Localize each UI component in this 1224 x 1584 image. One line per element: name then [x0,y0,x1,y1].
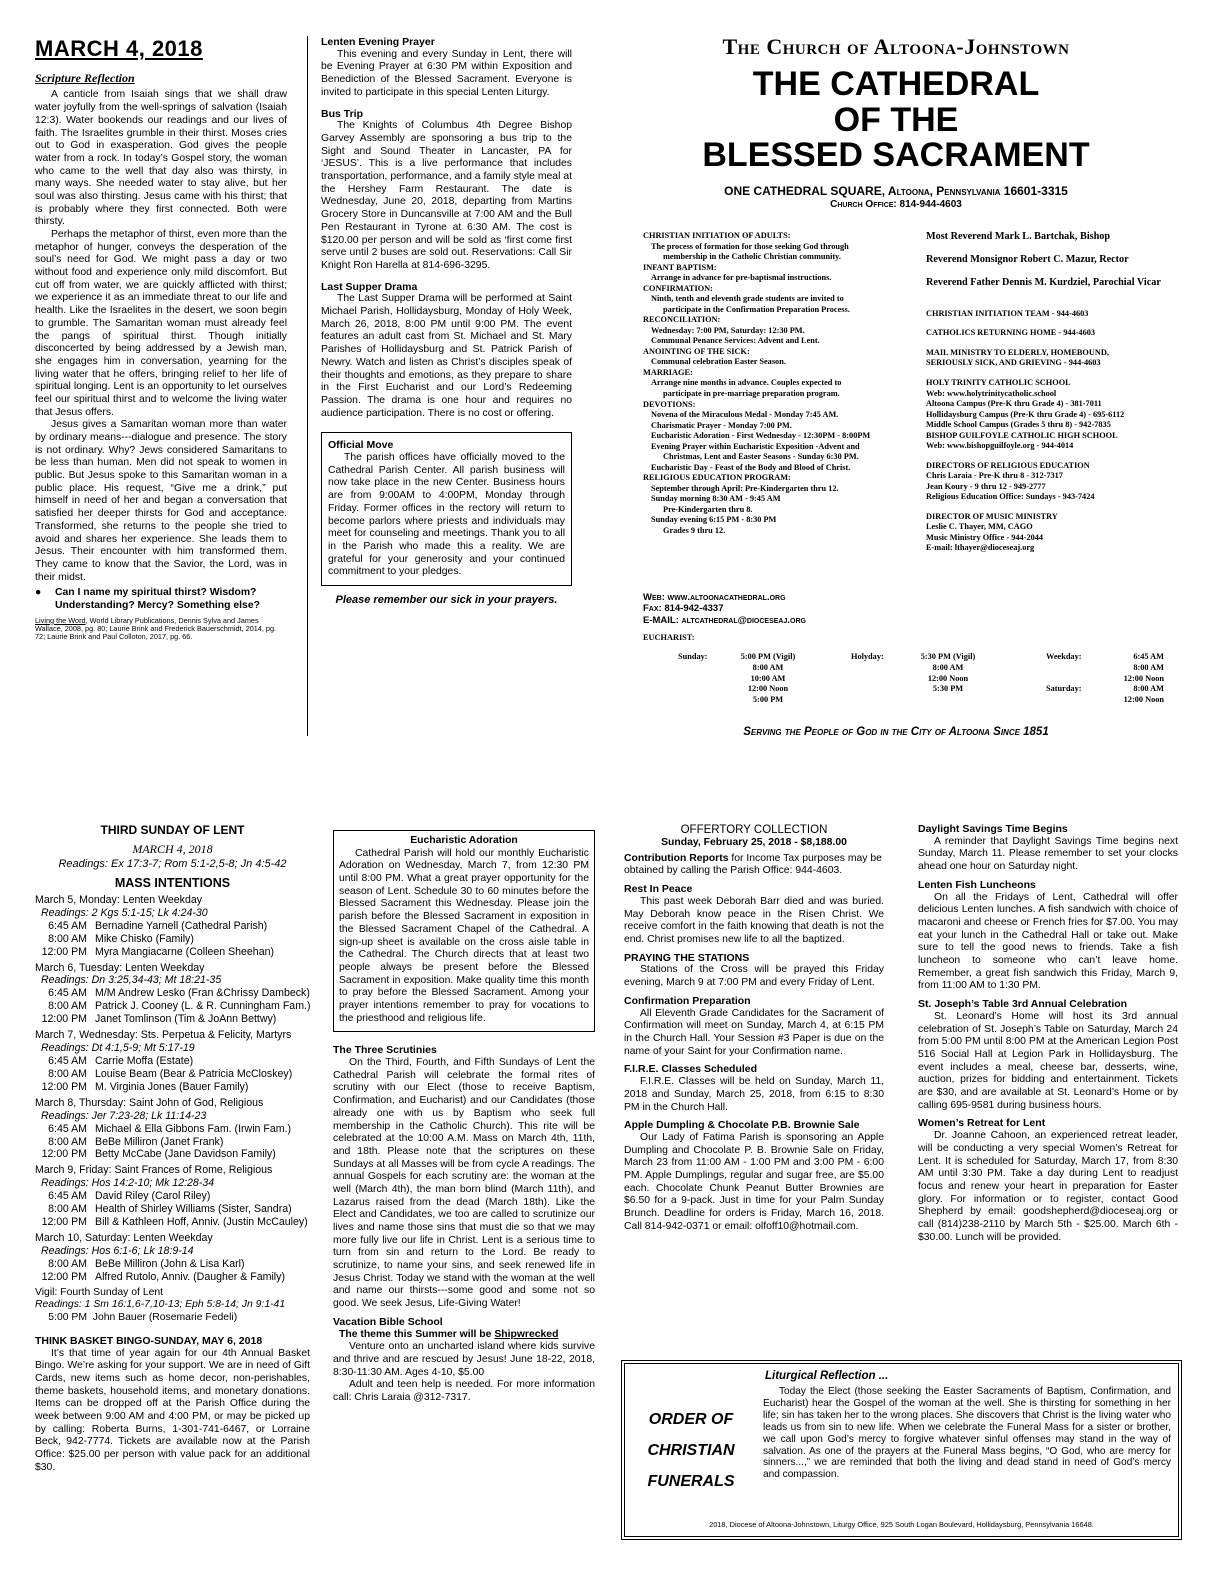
mass-intentions-list [35,894,310,1284]
scripture-column [35,36,287,642]
offertory-column [624,823,884,1234]
mass-day-title: March 6, Tuesday: Lenten Weekday [35,961,205,974]
church-name: The Church of Altoona-Johnstown [722,34,1070,59]
last-supper-heading: Last Supper Drama [321,280,418,293]
mass-time-line [35,987,310,1000]
mass-intention: Patrick J. Cooney (L. & R. Cunningham Fam.) [95,1000,311,1013]
staff-line: MAIL MINISTRY TO ELDERLY, HOMEBOUND, [926,347,1109,357]
mass-time: 12:00 PM [41,1216,87,1229]
mass-time-line [35,920,310,933]
cathedral-title-3: BLESSED SACRAMENT [702,136,1090,175]
vigil-mass: 5:00 PM John Bauer (Rosemarie Fedeli) [48,1312,238,1324]
spacer [926,369,1216,378]
mass-day [35,1164,310,1229]
mass-day [35,1097,310,1162]
web-link[interactable]: Web: www.altoonacathedral.org [643,592,786,603]
offertory-amount: Sunday, February 25, 2018 - $8,188.00 [661,837,847,849]
ministry-line: participate in pre-marriage preparation program. [663,388,840,398]
staff-line: Jean Koury - 9 thru 12 - 949-2777 [926,481,1046,491]
mass-intention: Louise Beam (Bear & Patricia McCloskey) [95,1067,293,1080]
adoration-box [333,830,595,1032]
mass-time: 12:00 PM [41,945,87,958]
liturgical-text: Today the Elect (those seeking the Easter Sacraments of Baptism, Confirmation, and Eucharist) hear the Gospel of the woman at the well. She is thirsting for something in her life; sin has taken her to the wrong places. She discovers that Christ is the living water who leads us from sin to new life. When we celebrate the Funeral Mass for a sister or brother, we call upon God’s mercy to forgive whatever sinful offenses may stand in the way of salvation. As one of the prayers at the Funeral Mass begins, “O God, who are mercy for sinners...,” we are reminded that both the living and dead stand in need of God’s mercy and compassion. [763,1386,1171,1481]
confirmation-text: All Eleventh Grade Candidates for the Sacrament of Confirmation will meet on Sunday, March 4, at 6:15 PM in the Church Hall. Your Session #3 Paper is due on the name of your Saint for your Confirmation name. [624,1007,884,1057]
mass-day [35,894,310,959]
ministry-line: RECONCILIATION: [643,315,721,325]
apple-sale-heading: Apple Dumpling & Chocolate P.B. Brownie Sale [624,1119,860,1132]
vbs-theme: The theme this Summer will be Shipwrecked [339,1328,559,1340]
serving-banner: Serving the People of God in the City of Altoona Since 1851 [743,726,1049,738]
mass-intention: BeBe Milliron (John & Lisa Karl) [95,1257,245,1270]
staff-line: Reverend Monsignor Robert C. Mazur, Rector [926,253,1129,265]
mass-time-line [35,1123,310,1136]
ministry-line: Wednesday: 7:00 PM, Saturday: 12:30 PM. [651,325,805,335]
vbs-help: Adult and teen help is needed. For more information call: Chris Laraia @312-7317. [333,1379,595,1404]
ministry-line: CHRISTIAN INITIATION OF ADULTS: [643,231,791,240]
ministry-line: Grades 9 thru 12. [663,525,726,535]
staff-line: SERIOUSLY SICK, AND GRIEVING - 944-4603 [926,358,1101,368]
mass-time: 8:00 AM [48,1000,87,1013]
official-move-text: The parish offices have officially moved to the Cathedral Parish Center. All parish business will now take place in the new Center. Business hours are from 9:00AM to 4:00PM, Monday through Friday. Former offices in the rectory will return to become parlors where priests and individuals may meet for counseling and meetings. Thank you to all in the Parish who made this a reality. We are grateful for your generosity and your continued commitment to your pledges. [328,452,565,578]
ministry-line: CONFIRMATION: [643,283,713,293]
ministry-line: Arrange in advance for pre-baptismal instructions. [651,273,832,283]
vigil: Vigil: Fourth Sunday of Lent [35,1286,164,1298]
address: ONE CATHEDRAL SQUARE, Altoona, Pennsylvania 16601-3315 [724,183,1068,198]
church-office: Church Office: 814-944-4603 [830,198,962,210]
mass-time-line [35,1190,310,1203]
mass-time-line [35,946,310,959]
offertory-heading: OFFERTORY COLLECTION [680,824,828,836]
ministry-line: September through April: Pre-Kindergarten thru 12. [651,483,839,493]
mass-intention: David Riley (Carol Riley) [95,1190,211,1203]
mass-intention: Carrie Moffa (Estate) [95,1054,194,1067]
mass-time-line [35,1013,310,1026]
evening-prayer-text: This evening and every Sunday in Lent, there will be Evening Prayer at 6:30 PM within Exposition and Benediction of the Blessed Sacrament. Everyone is invited to participate in this special Lenten Liturgy. [321,48,572,98]
st-joseph-heading: St. Joseph’s Table 3rd Annual Celebration [918,998,1128,1011]
mass-time: 6:45 AM [48,1054,87,1067]
ministries-list [643,231,923,536]
mass-day-title: March 8, Thursday: Saint John of God, Religious [35,1096,264,1109]
mass-intention: Health of Shirley Williams (Sister, Sandra) [95,1203,292,1216]
rest-in-peace-heading: Rest In Peace [624,883,693,896]
mass-intention: Betty McCabe (Jane Davidson Family) [95,1148,276,1161]
mass-day-readings: Readings: Hos 6:1-6; Lk 18:9-14 [41,1244,194,1257]
ministry-line: MARRIAGE: [643,367,693,377]
mass-intention: Myra Mangiacarne (Colleen Sheehan) [95,945,275,958]
scripture-para-3: Jesus gives a Samaritan woman more than water by ordinary means---dialogue and presence. The story is not ordinary. Why? Jews considered Samaritans to be less than human. Men did not speak to women in public. But Jesus spoke to this Samaritan woman in a public place. His request, “Give me a drink,” put himself in need of her and began a conversation that satisfied her deeper thirsts for God and acceptance. Transformed, she returns to the people she tried to avoid and shares her experience. She leads them to Jesus. Their encounter with him transformed them. They came to know that the Savior, the Lord, was in their midst. [35,419,287,583]
mass-time-line [35,1148,310,1161]
official-move-box [321,432,572,586]
dst-text: A reminder that Daylight Savings Time begins next Sunday, March 11. Please remember to set your clocks ahead one hour on Saturday night. [918,835,1178,873]
scripture-title: Scripture Reflection [35,70,135,85]
staff-line: Middle School Campus (Grades 5 thru 8) - 942-7835 [926,420,1111,430]
spacer [926,452,1216,461]
sunday-schedule: Sunday: 5:00 PM (Vigil) 8:00 AM 10:00 AM 12:00 Noon 5:00 PM [678,652,796,705]
bus-trip-heading: Bus Trip [321,107,364,120]
mass-time-line [35,1216,310,1229]
evening-prayer-heading: Lenten Evening Prayer [321,36,435,48]
mass-time-line [35,1136,310,1149]
staff-line: CHRISTIAN INITIATION TEAM - 944-4603 [926,308,1089,318]
fish-heading: Lenten Fish Luncheons [918,878,1036,891]
announcements-column [321,36,572,607]
staff-line: Hollidaysburg Campus (Pre-K thru Grade 4) - 695-6112 [926,409,1125,419]
adoration-heading: Eucharistic Adoration [410,835,518,846]
mass-time: 12:00 PM [41,1270,87,1283]
fax-number: Fax: 814-942-4337 [643,603,724,615]
spacer [926,503,1216,512]
liturgical-heading: Liturgical Reflection ... [765,1370,889,1382]
mass-time: 8:00 AM [48,1257,87,1270]
staff-line: Music Ministry Office - 944-2044 [926,532,1044,542]
scrutinies-text: On the Third, Fourth, and Fifth Sundays of Lent the Cathedral Parish will celebrate the formal rites of scrutiny with our Elect (those to receive Baptism, Confirmation, and Eucharist) and our Candidates (those already one with us by Baptism who seek full membership in the Catholic Church). This rite will be celebrated at the 10:00 A.M. Mass on March 4th, 11th, and 18th. Please note that the scriptures on these Sundays at all Masses will be from cycle A readings. The annual Gospels for each scrutiny are: the woman at the well (March 4th), the man born blind (March 11th), and Lazarus raised from the dead (March 18th). Like the Elect and Candidates, we too are called to scrutinize our lives and name those sins that must die so that we may more fully live our life in Christ. Lent is a serious time to turn from sin and return to the Lord. Be ready to scrutinize, to name your sins, and seek renewed life in Jesus Christ. Today we stand with the woman at the well and name our thirsts---some good and some not so good. We seek Jesus, Life-Giving Water! [333,1057,595,1310]
mass-intention: BeBe Milliron (Janet Frank) [95,1135,224,1148]
ministry-line: Sunday evening 6:15 PM - 8:30 PM [651,515,777,525]
ministry-line: Pre-Kindergarten thru 8. [663,504,753,514]
mass-intention: Bernadine Yarnell (Cathedral Parish) [95,919,268,932]
ministry-line: DEVOTIONS: [643,399,696,409]
bulletin-date: MARCH 4, 2018 [35,36,203,61]
fire-text: F.I.R.E. Classes will be held on Sunday, March 11, 2018 and Sunday, March 25, 2018, from 6:15 to 8:30 PM in the Church Hall. [624,1076,884,1113]
mass-time-line [35,933,310,946]
rest-in-peace-text: This past week Deborah Barr died and was buried. May Deborah know peace in the Risen Christ. We receive comfort in the faith knowing that death is not the end. Christ promises new life to all the baptized. [624,895,884,945]
staff-line: HOLY TRINITY CATHOLIC SCHOOL [926,377,1071,387]
ministry-line: Sunday morning 8:30 AM - 9:45 AM [651,494,781,504]
ministry-line: Christmas, Lent and Easter Seasons - Sunday 6:30 PM. [663,452,859,462]
staff-line: CATHOLICS RETURNING HOME - 944-4603 [926,328,1096,338]
staff-line: BISHOP GUILFOYLE CATHOLIC HIGH SCHOOL [926,430,1118,440]
mass-day-title: March 5, Monday: Lenten Weekday [35,893,203,906]
mass-intention: M/M Andrew Lesko (Fran &Chrissy Dambeck) [95,987,310,1000]
mass-day-title: March 9, Friday: Saint Frances of Rome, Religious [35,1164,273,1177]
ministry-line: Eucharistic Adoration - First Wednesday - 12:30PM - 8:00PM [651,431,871,441]
spacer [926,300,1216,309]
mass-day [35,1029,310,1094]
dst-heading: Daylight Savings Time Begins [918,823,1068,835]
weekday-schedule: Weekday: 6:45 AM 8:00 AM 12:00 Noon Saturday: 8:00 AM 12:00 Noon [1046,652,1164,705]
ministry-line: Ninth, tenth and eleventh grade students are invited to [651,294,844,304]
ministry-line: ANOINTING OF THE SICK: [643,346,750,356]
mass-time: 12:00 PM [41,1080,87,1093]
ministry-line: Arrange nine months in advance. Couples expected to [651,378,842,388]
mass-time: 6:45 AM [48,987,87,1000]
mass-day-readings: Readings: Dt 4:1,5-9; Mt 5:17-19 [41,1042,195,1055]
email-link[interactable]: E-MAIL: altcathedral@dioceseaj.org [643,614,806,626]
stations-heading: PRAYING THE STATIONS [624,951,750,964]
mass-time-line [35,1000,310,1013]
funerals-title: ORDER OF CHRISTIAN FUNERALS [647,1411,735,1491]
ministry-line: Evening Prayer within Eucharistic Exposition -Advent and [651,441,860,451]
ministry-line: Eucharistic Day - Feast of the Body and Blood of Christ. [651,462,851,472]
mass-intention: Bill & Kathleen Hoff, Anniv. (Justin McCauley) [95,1216,308,1229]
mass-time: 6:45 AM [48,1190,87,1203]
masthead [590,34,1202,211]
mass-intention: Michael & Ella Gibbons Fam. (Irwin Fam.) [95,1122,292,1135]
mass-time-line [35,1081,310,1094]
st-joseph-text: St. Leonard’s Home will host its 3rd annual celebration of St. Joseph’s Table on Saturday, March 24 from 5:00 PM until 8:00 PM at the American Legion Post 516 Social Hall at Legion Park in Hollidaysburg. The event includes a meal, cheese bar, desserts, wine, auction, prizes for bidding and entertainment. Tickets are $30, and are available at St. Leonard’s Home or by calling 695-9581 during business hours. [918,1010,1178,1111]
vbs-heading: Vacation Bible School [333,1315,443,1328]
liturgical-footer: 2018, Diocese of Altoona-Johnstown, Liturgy Office, 925 South Logan Boulevard, Hollidaysburg, Pennsylvania 16648. [709,1520,1094,1529]
vbs-text: Venture onto an uncharted island where kids survive and thrive and are rescued by Jesus! June 18-22, 2018, 8:30-11:30 AM. Ages 4-10, $5.00 [333,1341,595,1378]
mass-day-readings: Readings: Hos 14:2-10; Mk 12:28-34 [41,1177,215,1190]
cathedral-title-2: OF THE [833,100,959,139]
ministry-line: Communal celebration Easter Season. [651,357,786,367]
bus-trip-text: The Knights of Columbus 4th Degree Bishop Garvey Assembly are sponsoring a bus trip to the Sight and Sound Theater in Lancaster, PA for ‘JESUS’. This is a live performance that includes transportation, performance, and a family style meal at the Hershey Farm Restaurant. The date is Wednesday, June 20, 2018, departing from Martins Grocery Store in Duncansville at 7:00 AM and the Bull Pen Restaurant in Tyrone at 6:30 AM. The cost is $120.00 per person and will be sold as ‘first come first serve until 2 buses are sold out. Reservations: Call Sir Knight Ron Harella at 814-696-3295. [321,120,572,271]
spacer [926,339,1216,348]
mass-time-line [35,1055,310,1068]
staff-line: Web: www.bishopguilfoyle.org - 944-4014 [926,441,1074,451]
mass-time: 8:00 AM [48,932,87,945]
liturgical-reflection-box [621,1360,1182,1540]
mass-time: 12:00 PM [41,1148,87,1161]
mass-time-line [35,1258,310,1271]
mass-day [35,962,310,1027]
adoration-text: Cathedral Parish will hold our monthly Eucharistic Adoration on Wednesday, March 7, from 12:30 PM until 8:00 PM. What a great prayer opportunity for the season of Lent. Schedule 30 to 60 minutes before the Blessed Sacrament this Wednesday. Please join the parish before the Blessed Sacrament in exposition in the Blessed Sacrament Chapel of the Cathedral. A sign-up sheet is available on the cross aisle table in the Cathedral. The Church directs that at least two people always be present before the Blessed Sacrament in exposition. Make quality time this month to pray before the Blessed Sacrament. Among your prayer intentions remember to pray for vocations to the priesthood and religious life. [339,847,589,1024]
fish-text: On all the Fridays of Lent, Cathedral will offer delicious Lenten lunches. A fish sandwich with choice of macaroni and cheese or French fries for $7.00. You may eat your lunch in the Cathedral Hall or take out. Make sure to tell the good news to friends. Take a fish luncheon to someone who can’t leave home. Remember, a great fish sandwich this Friday, March 9, from 11:00 AM to 1:30 PM. [918,891,1178,992]
staff-line: Reverend Father Dennis M. Kurdziel, Parochial Vicar [926,276,1161,288]
staff-line: Most Reverend Mark L. Bartchak, Bishop [926,231,1111,242]
mass-intention: Janet Tomlinson (Tim & JoAnn Bettwy) [95,1013,277,1026]
lent-date: MARCH 4, 2018 [132,841,213,856]
scripture-para-1: A canticle from Isaiah sings that we shall draw water joyfully from the well-springs of salvation (Isaiah 12:3). Water bookends our readings and our lives of faith. The Israelites grumble in their thirst. Moses cries out to God in exasperation. God gives the people water from a rock. In today’s Gospel story, the woman who came to the well that day also was thirsty, in many ways. She needed water to stay alive, but her soul was also thirsting. Jesus came with his thirst; that is probably where they first connected. Both were thirsty. [35,89,287,228]
mass-time-line [35,1203,310,1216]
staff-line: E-mail: lthayer@dioceseaj.org [926,543,1035,553]
bullet-icon: ● [35,587,42,599]
lent-readings: Readings: Ex 17:3-7; Rom 5:1-2,5-8; Jn 4:5-42 [58,858,287,871]
contact-links [643,592,806,626]
ministry-line: membership in the Catholic Christian community. [663,252,841,262]
sick-prayers: Please remember our sick in your prayers. [335,593,558,606]
ministry-line: Communal Penance Services: Advent and Lent. [651,336,820,346]
staff-line: DIRECTORS OF RELIGIOUS EDUCATION [926,460,1090,470]
staff-line: DIRECTOR OF MUSIC MINISTRY [926,511,1058,521]
mass-intentions-column [35,823,310,1474]
bingo-text: It’s that time of year again for our 4th Annual Basket Bingo. We’re asking for your support. We are in need of Gift Cards, new items such as home decor, non-perishables, theme baskets, household items, and monetary donations. Items can be dropped off at the Parish Office during the week between 9:00 AM and 4:00 PM, or may be picked up by calling: Roberta Burns, 1-301-741-6467, or Lorraine Beck, 942-7774. Tickets are available now at the Parish Office: $25.00 per person with value pack for an additional $30. [35,1347,310,1473]
mass-day-readings: Readings: Dn 3:25,34-43; Mt 18:21-35 [41,974,222,987]
mass-intention: M. Virginia Jones (Bauer Family) [95,1080,249,1093]
lent-title: THIRD SUNDAY OF LENT [100,823,245,837]
ministry-line: The process of formation for those seeking God through [651,241,849,251]
mass-time: 8:00 AM [48,1067,87,1080]
events-column [918,823,1178,1244]
staff-line: Chris Laraia - Pre-K thru 8 - 312-7317 [926,471,1063,481]
scripture-para-2: Perhaps the metaphor of thirst, even more than the metaphor of hunger, conveys the desperation of the soul’s need for God. We might pass a day or two without food and experience only mild discomfort. But cut off from water, we are quickly afflicted with thirst; we experience it as an immediate threat to our life and health. Like the Israelites in the desert, we soon begin to grumble. The Samaritan woman must already feel the pangs of spiritual thirst. Though initially disconcerted by being addressed by a Jewish man, she engages him in conversation, yearning for the living water that he offers, bringing relief to her life of spiritual longing. Lent is an opportunity to let ourselves feel our spiritual thirst and to welcome the living water that Jesus offers. [35,229,287,418]
mass-day-readings: Readings: Jer 7:23-28; Lk 11:14-23 [41,1109,207,1122]
retreat-text: Dr. Joanne Cahoon, an experienced retreat leader, will be conducting a very special Women’s Retreat for Lent. It is scheduled for Saturday, March 17, from 8:30 AM until 3:30 PM. Take a day during Lent to readjust focus and renew your heart in preparation for Easter glory. For information or to register, contact Good Shepherd by email: goodshepherd@dioceseaj.org or call (814)238-2110 by March 5th - $25.00. March 6th - $30.00. Lunch will be provided. [918,1130,1178,1243]
mass-time: 6:45 AM [48,1122,87,1135]
cathedral-title-1: THE CATHEDRAL [752,64,1040,103]
mass-intentions-heading: MASS INTENTIONS [114,875,231,890]
mass-time: 6:45 AM [48,919,87,932]
ministry-line: participate in the Confirmation Preparation Process. [663,304,850,314]
official-move-heading: Official Move [328,439,394,452]
apple-sale-text: Our Lady of Fatima Parish is sponsoring an Apple Dumpling and Chocolate P. B. Brownie Sale on Friday, March 23 from 11:00 AM - 1:00 PM and 3:00 PM - 6:00 PM. Apple Dumplings, regular and sugar free, are $5.00 each. Chocolate Chunk Peanut Butter Brownies are $6.50 for a 9-pack. Just in time for your Palm Sunday Brunch. Deadline for orders is Friday, March 16, 2018. Call 814-942-0371 or email: olfoff10@hotmail.com. [624,1132,884,1232]
staff-line: Religious Education Office: Sundays - 943-7424 [926,492,1095,502]
mass-intention: Alfred Rutolo, Anniv. (Daugher & Family) [95,1270,285,1283]
ministry-line: Charismatic Prayer - Monday 7:00 PM. [651,420,792,430]
vigil-readings: Readings: 1 Sm 16:1,6-7,10-13; Eph 5:8-14; Jn 9:1-41 [35,1299,286,1311]
reflection-question: ● Can I name my spiritual thirst? Wisdom? Understanding? Mercy? Something else? [35,587,260,611]
mass-day-title: March 7, Wednesday: Sts. Perpetua & Felicity, Martyrs [35,1029,292,1042]
fire-heading: F.I.R.E. Classes Scheduled [624,1063,758,1076]
staff-line: Web: www.holytrinitycatholic.school [926,388,1057,398]
holyday-schedule: Holyday: 5:30 PM (Vigil) 8:00 AM 12:00 Noon 5:30 PM [851,652,976,694]
citation: Living the Word, World Library Publications, Dennis Sylva and James Wallace, 2008, pg. 80; Laurie Brink and Frederick Bauerschmidt, 2014, pg. 72; Laurie Brink and Paul Colloton, 2017, pg. 66. [35,615,277,642]
mass-time: 8:00 AM [48,1203,87,1216]
mass-time-line [35,1068,310,1081]
mass-day-readings: Readings: 2 Kgs 5:1-15; Lk 4:24-30 [41,906,208,919]
mass-time: 8:00 AM [48,1135,87,1148]
stations-text: Stations of the Cross will be prayed this Friday evening, March 9 at 7:00 PM and every Friday of Lent. [624,964,884,989]
mass-day-title: March 10, Saturday: Lenten Weekday [35,1231,213,1244]
ministry-line: INFANT BAPTISM: [643,262,717,272]
mass-time: 12:00 PM [41,1013,87,1026]
scrutinies-heading: The Three Scrutinies [333,1044,437,1057]
ministry-line: RELIGIOUS EDUCATION PROGRAM: [643,473,791,483]
eucharist-heading: EUCHARIST: [643,633,695,642]
bingo-heading: THINK BASKET BINGO-SUNDAY, MAY 6, 2018 [35,1334,263,1347]
confirmation-heading: Confirmation Preparation [624,994,751,1007]
contribution-reports: Contribution Reports for Income Tax purposes may be obtained by calling the Parish Office: 944-4603. [624,852,882,877]
staff-contacts [926,231,1216,554]
mass-day [35,1232,310,1284]
staff-line: Leslie C. Thayer, MM, CAGO [926,522,1033,532]
spacer [926,319,1216,328]
staff-line: Altoona Campus (Pre-K thru Grade 4) - 381-7011 [926,399,1102,409]
mass-time-line [35,1271,310,1284]
adoration-column [333,830,595,1405]
retreat-heading: Women’s Retreat for Lent [918,1117,1046,1130]
last-supper-text: The Last Supper Drama will be performed at Saint Michael Parish, Hollidaysburg, Monday of Holy Week, March 26, 2018, 8:00 PM until 9:00 PM. The event features an adult cast from St. Michael and St. Mary Parishes of Hollidaysburg and St. Patrick Parish of Newry. Watch and listen as Christ’s disciples speak of their thoughts and emotions, as they prepare to share in the First Eucharist and our Lord’s Redeeming Passion. The drama is one hour and requires no audience participation. There is no cost or offering. [321,293,572,419]
ministry-line: Novena of the Miraculous Medal - Monday 7:45 AM. [651,410,839,420]
mass-intention: Mike Chisko (Family) [95,932,194,945]
